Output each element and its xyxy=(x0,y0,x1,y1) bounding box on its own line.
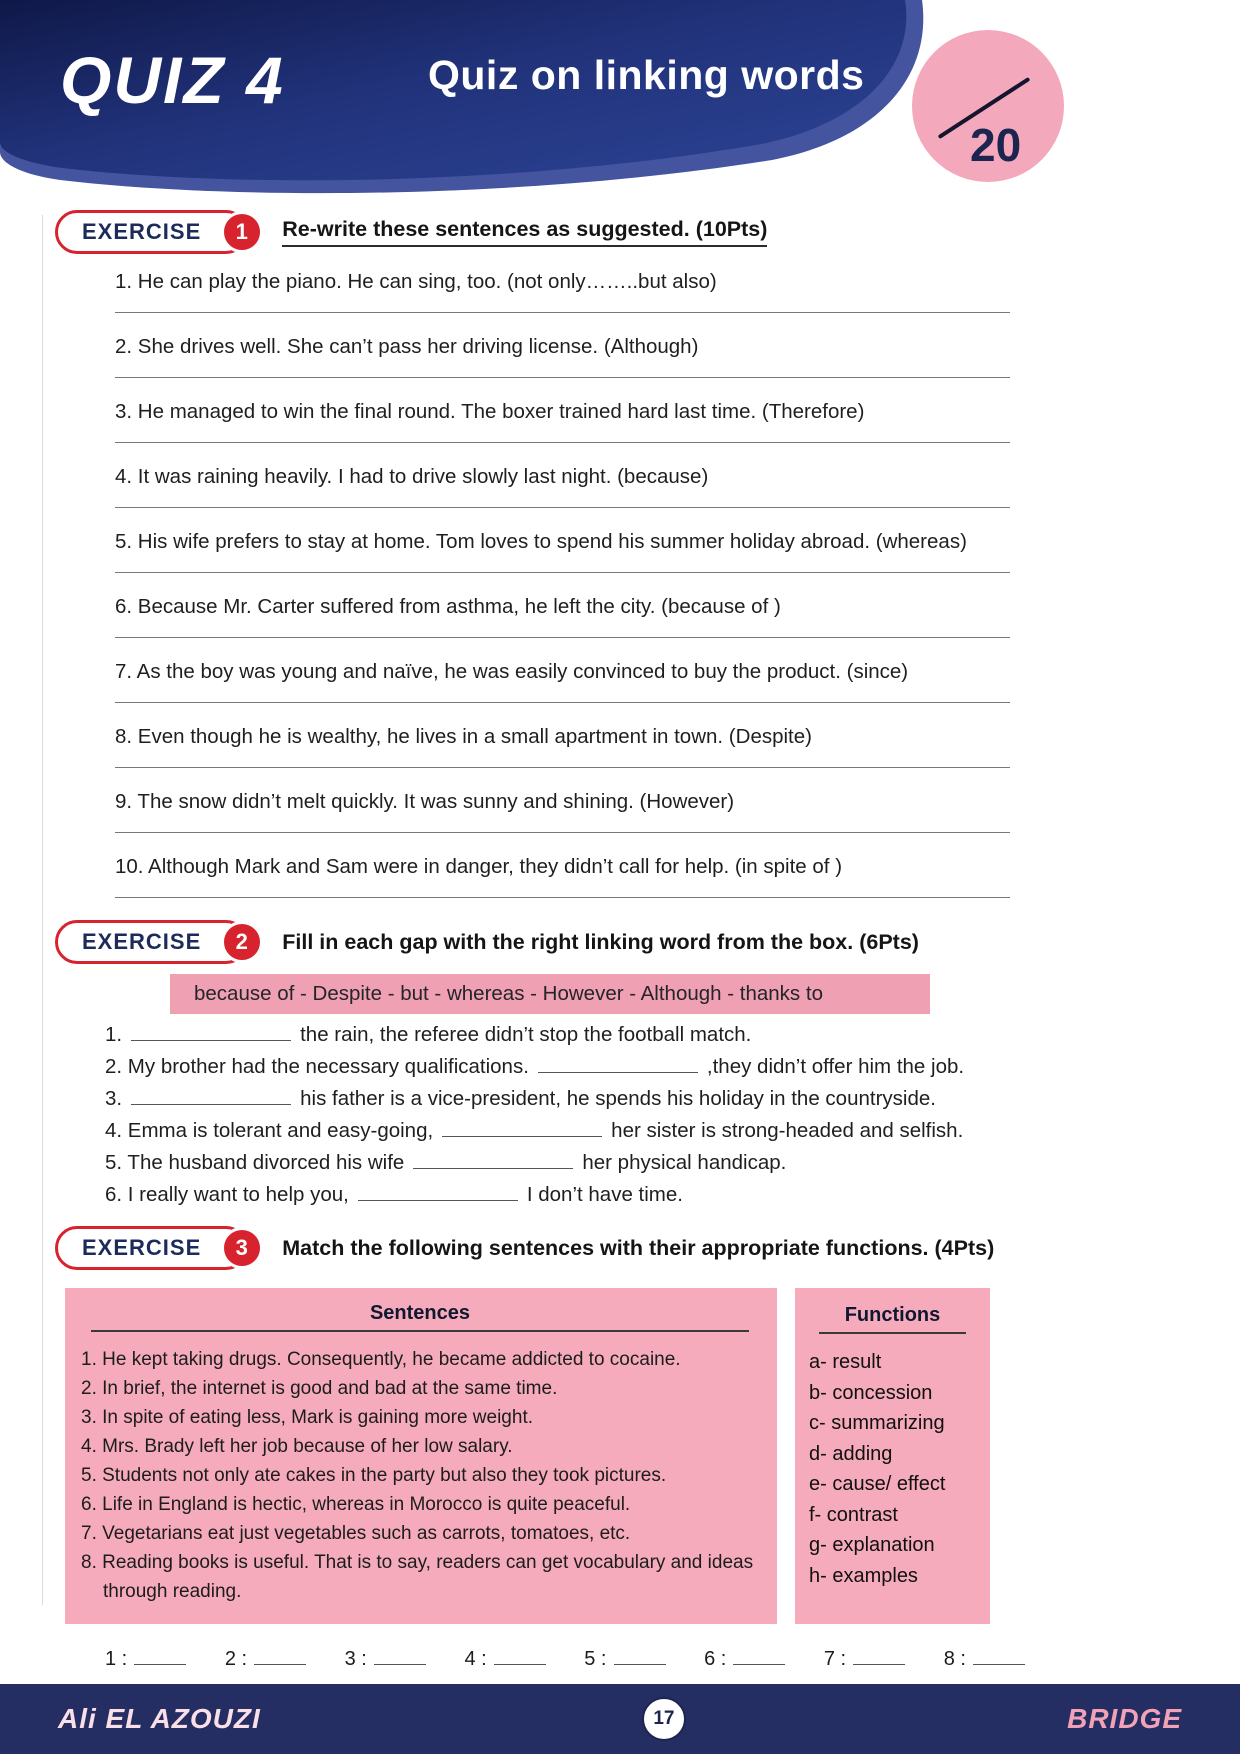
answer-line[interactable] xyxy=(115,897,1010,898)
sentence-after: his father is a vice-president, he spends his holiday in the countryside. xyxy=(300,1087,936,1110)
header-underline xyxy=(819,1332,966,1334)
answer-line[interactable] xyxy=(115,767,1010,768)
match-sentence: 8. Reading books is useful. That is to say, readers can get vocabulary and ideas through reading. xyxy=(81,1552,754,1602)
sentence-after: I don’t have time. xyxy=(526,1183,683,1206)
function-item: d- adding xyxy=(809,1442,893,1465)
exercise-number-badge: 1 xyxy=(221,211,263,253)
sentence-after: the rain, the referee didn’t stop the football match. xyxy=(300,1023,752,1046)
exercise-2-pill xyxy=(55,920,248,964)
exercise-label: EXERCISE xyxy=(82,929,202,954)
slot-label: 4 : xyxy=(464,1648,487,1670)
gap-input[interactable] xyxy=(131,1026,291,1041)
exercise-1-item xyxy=(115,725,1010,768)
exercise-1-item xyxy=(115,530,1010,573)
author-name: Ali EL AZOUZI xyxy=(58,1703,261,1734)
gap-fill-sentence xyxy=(105,1182,1040,1208)
exercise-3 xyxy=(60,1226,1180,1671)
word-bank: because of - Despite - but - whereas - However - Although - thanks to xyxy=(170,974,930,1014)
sentence-text: 4. It was raining heavily. I had to drive slowly last night. (because) xyxy=(115,465,709,488)
sentence-text: 5. His wife prefers to stay at home. Tom loves to spend his summer holiday abroad. (whereas) xyxy=(115,530,967,553)
exercise-3-title: Match the following sentences with their appropriate functions. (4Pts) xyxy=(282,1235,995,1260)
score-badge xyxy=(912,30,1064,182)
exercise-1-item xyxy=(115,335,1010,378)
exercise-number-badge: 3 xyxy=(221,1227,263,1269)
function-item: g- explanation xyxy=(809,1534,935,1556)
answer-line[interactable] xyxy=(115,572,1010,573)
answer-slot xyxy=(345,1648,426,1671)
exercise-label: EXERCISE xyxy=(82,1235,202,1260)
gap-fill-sentence xyxy=(105,1150,1040,1176)
sentences-box xyxy=(65,1288,777,1624)
function-item: e- cause/ effect xyxy=(809,1473,946,1495)
sentence-before: 3. xyxy=(105,1087,123,1110)
exercise-1-item xyxy=(115,400,1010,443)
score-total: 20 xyxy=(970,119,1022,171)
sentence-text: 8. Even though he is wealthy, he lives in a small apartment in town. (Despite) xyxy=(115,725,812,748)
function-item: f- contrast xyxy=(809,1503,898,1526)
exercise-1-title: Re-write these sentences as suggested. (10Pts) xyxy=(282,217,767,247)
sentence-text: 7. As the boy was young and naïve, he was easily convinced to buy the product. (since) xyxy=(115,660,909,683)
sentences-header: Sentences xyxy=(369,1302,471,1324)
sentence-after: ,they didn’t offer him the job. xyxy=(706,1055,965,1078)
sentence-before: 4. Emma is tolerant and easy-going, xyxy=(105,1119,434,1142)
match-sentence: 5. Students not only ate cakes in the party but also they took pictures. xyxy=(81,1465,667,1486)
answer-slot-line[interactable] xyxy=(853,1652,905,1665)
exercise-1-pill xyxy=(55,210,248,254)
gap-input[interactable] xyxy=(538,1058,698,1073)
exercise-1-item xyxy=(115,270,1010,313)
sentence-text: 9. The snow didn’t melt quickly. It was sunny and shining. (However) xyxy=(115,790,735,813)
answer-line[interactable] xyxy=(115,442,1010,443)
exercise-1-item xyxy=(115,855,1010,898)
matching-area xyxy=(65,1288,1180,1624)
functions-box xyxy=(795,1288,990,1624)
answer-slot xyxy=(704,1648,785,1671)
exercise-1-header xyxy=(55,210,1180,254)
match-sentence: 4. Mrs. Brady left her job because of her low salary. xyxy=(81,1436,513,1457)
answer-slot-line[interactable] xyxy=(973,1652,1025,1665)
answer-slot-line[interactable] xyxy=(494,1652,546,1665)
exercise-1 xyxy=(60,210,1180,898)
answer-line[interactable] xyxy=(115,377,1010,378)
slot-label: 2 : xyxy=(224,1648,248,1670)
exercise-2-header xyxy=(55,920,1180,964)
functions-header: Functions xyxy=(844,1304,941,1326)
gap-input[interactable] xyxy=(358,1186,518,1201)
exercise-1-item xyxy=(115,660,1010,703)
brand-name: BRIDGE xyxy=(1067,1703,1182,1734)
match-sentence: 6. Life in England is hectic, whereas in Morocco is quite peaceful. xyxy=(81,1494,631,1515)
answer-slot xyxy=(824,1648,905,1671)
function-item: h- examples xyxy=(809,1564,918,1587)
answer-slot-line[interactable] xyxy=(614,1652,666,1665)
exercise-2-items xyxy=(105,1022,1040,1208)
function-item: a- result xyxy=(809,1351,882,1373)
sentence-text: 10. Although Mark and Sam were in danger, they didn’t call for help. (in spite of ) xyxy=(115,855,843,878)
match-sentence: 2. In brief, the internet is good and bad at the same time. xyxy=(81,1378,558,1399)
exercise-1-item xyxy=(115,465,1010,508)
sentence-before: 5. The husband divorced his wife xyxy=(105,1151,405,1174)
gap-input[interactable] xyxy=(131,1090,291,1105)
answer-slot xyxy=(464,1648,545,1671)
slot-label: 6 : xyxy=(704,1648,727,1670)
page-header xyxy=(0,0,1240,200)
answer-slot xyxy=(225,1648,306,1671)
exercise-1-item xyxy=(115,595,1010,638)
sentence-before: 1. xyxy=(105,1023,123,1046)
exercise-1-item xyxy=(115,790,1010,833)
exercise-label: EXERCISE xyxy=(82,219,202,244)
answer-line[interactable] xyxy=(115,832,1010,833)
answer-line[interactable] xyxy=(115,507,1010,508)
gap-input[interactable] xyxy=(413,1154,573,1169)
slot-label: 8 : xyxy=(943,1648,966,1670)
match-sentence: 7. Vegetarians eat just vegetables such as carrots, tomatoes, etc. xyxy=(81,1523,631,1544)
slot-label: 5 : xyxy=(584,1648,607,1670)
exercise-1-items xyxy=(115,270,1010,898)
exercise-2-title: Fill in each gap with the right linking word from the box. (6Pts) xyxy=(282,929,919,954)
gap-fill-sentence xyxy=(105,1086,1040,1112)
slot-label: 1 : xyxy=(105,1648,128,1670)
exercise-3-pill xyxy=(55,1226,248,1270)
match-sentence: 3. In spite of eating less, Mark is gaining more weight. xyxy=(81,1407,534,1428)
gap-fill-sentence xyxy=(105,1022,1040,1048)
gap-fill-sentence xyxy=(105,1054,1040,1080)
answer-slot xyxy=(944,1648,1025,1671)
quiz-number-label: QUIZ 4 xyxy=(60,43,285,117)
slot-label: 7 : xyxy=(823,1648,847,1670)
page-number-badge: 17 xyxy=(642,1697,686,1741)
answer-slot-line[interactable] xyxy=(733,1652,785,1665)
function-item: b- concession xyxy=(809,1381,933,1404)
gap-input[interactable] xyxy=(442,1122,602,1137)
worksheet-body xyxy=(0,210,1240,1671)
slot-label: 3 : xyxy=(344,1648,367,1670)
sentence-text: 3. He managed to win the final round. The boxer trained hard last time. (Therefore) xyxy=(115,400,865,423)
sentence-after: her physical handicap. xyxy=(582,1151,787,1174)
answer-slot xyxy=(584,1648,665,1671)
answer-slot xyxy=(105,1648,186,1671)
function-item: c- summarizing xyxy=(809,1412,945,1434)
sentence-text: 2. She drives well. She can’t pass her driving license. (Although) xyxy=(115,335,699,358)
sentence-text: 1. He can play the piano. He can sing, too. (not only……..but also) xyxy=(115,270,717,293)
answer-slot-line[interactable] xyxy=(374,1652,426,1665)
page-footer xyxy=(0,1684,1240,1754)
exercise-2 xyxy=(60,920,1180,1208)
answer-line[interactable] xyxy=(115,702,1010,703)
header-underline xyxy=(91,1330,749,1332)
exercise-3-header xyxy=(55,1226,1180,1270)
page-title: Quiz on linking words xyxy=(428,52,865,98)
sentence-after: her sister is strong-headed and selfish. xyxy=(611,1119,964,1142)
gap-fill-sentence xyxy=(105,1118,1040,1144)
answer-line[interactable] xyxy=(115,312,1010,313)
exercise-number-badge: 2 xyxy=(221,921,263,963)
answer-slot-line[interactable] xyxy=(134,1652,186,1665)
match-answers-row xyxy=(105,1648,1025,1671)
sentence-before: 2. My brother had the necessary qualifications. xyxy=(105,1055,529,1078)
sentence-before: 6. I really want to help you, xyxy=(105,1183,349,1206)
answer-slot-line[interactable] xyxy=(254,1652,306,1665)
answer-line[interactable] xyxy=(115,637,1010,638)
match-sentence: 1. He kept taking drugs. Consequently, he became addicted to cocaine. xyxy=(81,1349,681,1370)
sentence-text: 6. Because Mr. Carter suffered from asthma, he left the city. (because of ) xyxy=(115,595,781,618)
